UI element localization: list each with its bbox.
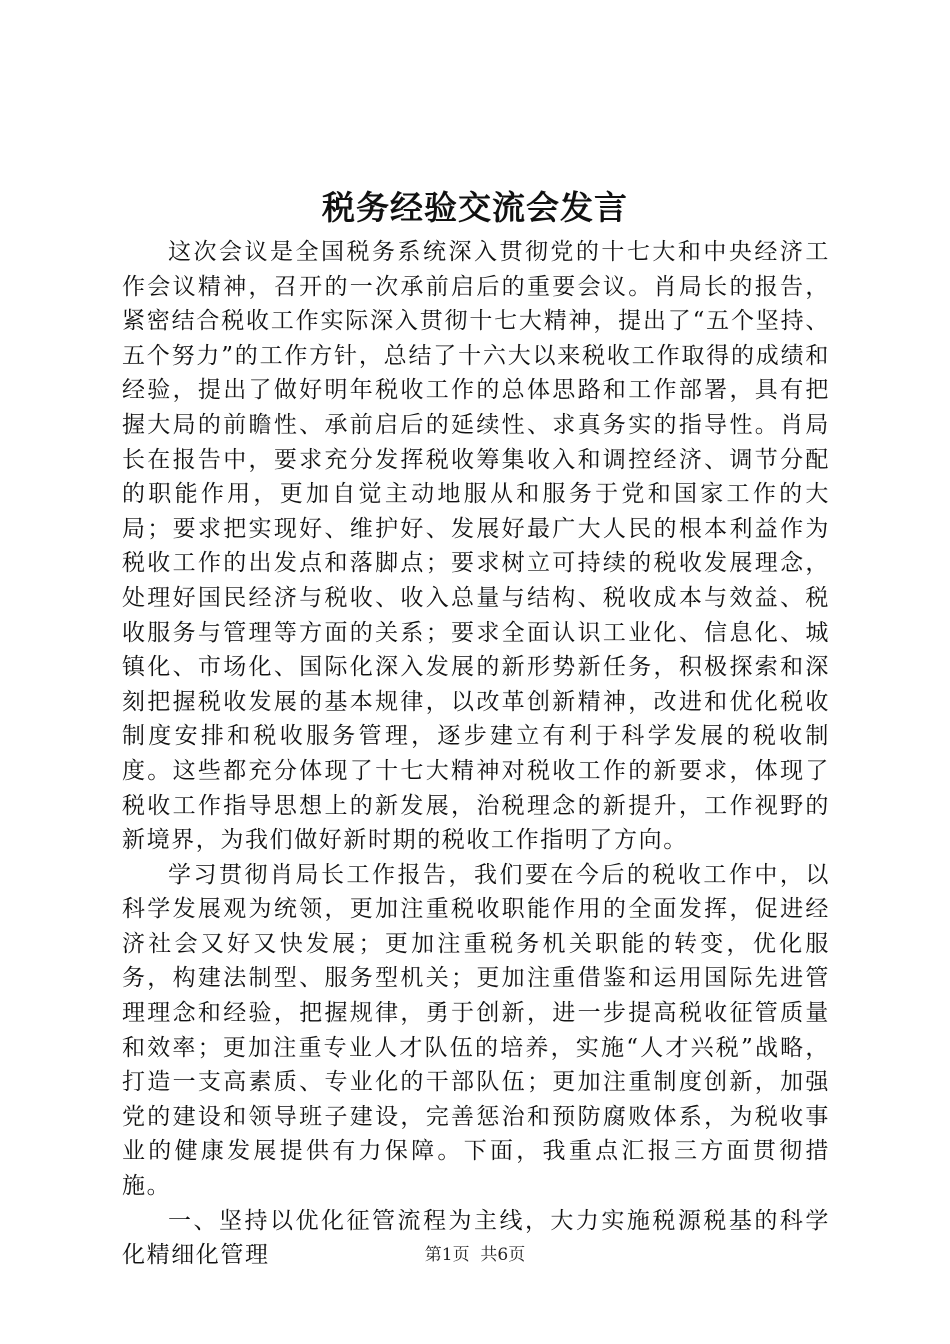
paragraph-2: 学习贯彻肖局长工作报告，我们要在今后的税收工作中，以科学发展观为统领，更加注重税收职能作用的全面发挥，促进经济社会又好又快发展；更加注重税务机关职能的转变，优化服务，构建法制型、服务型机关；更加注重借鉴和运用国际先进管理理念和经验，把握规律，勇于创新，进一步提高税收征管质量和效率；更加注重专业人才队伍的培养，实施“人才兴税”战略，打造一支高素质、专业化的干部队伍；更加注重制度创新，加强党的建设和领导班子建设，完善惩治和预防腐败体系，为税收事业的健康发展提供有力保障。下面，我重点汇报三方面贯彻措施。 [122, 861, 830, 1200]
document-body [122, 235, 830, 1273]
document-title: 税务经验交流会发言 [322, 188, 628, 227]
paragraph-1: 这次会议是全国税务系统深入贯彻党的十七大和中央经济工作会议精神，召开的一次承前启后的重要会议。肖局长的报告，紧密结合税收工作实际深入贯彻十七大精神，提出了“五个坚持、五个努力”的工作方针，总结了十六大以来税收工作取得的成绩和经验，提出了做好明年税收工作的总体思路和工作部署，具有把握大局的前瞻性、承前启后的延续性、求真务实的指导性。肖局长在报告中，要求充分发挥税收筹集收入和调控经济、调节分配的职能作用，更加自觉主动地服从和服务于党和国家工作的大局；要求把实现好、维护好、发展好最广大人民的根本利益作为税收工作的出发点和落脚点；要求树立可持续的税收发展理念，处理好国民经济与税收、收入总量与结构、税收成本与效益、税收服务与管理等方面的关系；要求全面认识工业化、信息化、城镇化、市场化、国际化深入发展的新形势新任务，积极探索和深刻把握税收发展的基本规律，以改革创新精神，改进和优化税收制度安排和税收服务管理，逐步建立有利于科学发展的税收制度。这些都充分体现了十七大精神对税收工作的新要求，体现了税收工作指导思想上的新发展，治税理念的新提升，工作视野的新境界，为我们做好新时期的税收工作指明了方向。 [122, 239, 830, 854]
page-number: 第1页 [424, 1245, 470, 1265]
paragraph-3: 一、坚持以优化征管流程为主线，大力实施税源税基的科学化精细化管理 [122, 1207, 830, 1269]
page-total: 共6页 [480, 1245, 526, 1265]
page-footer [0, 1243, 950, 1267]
